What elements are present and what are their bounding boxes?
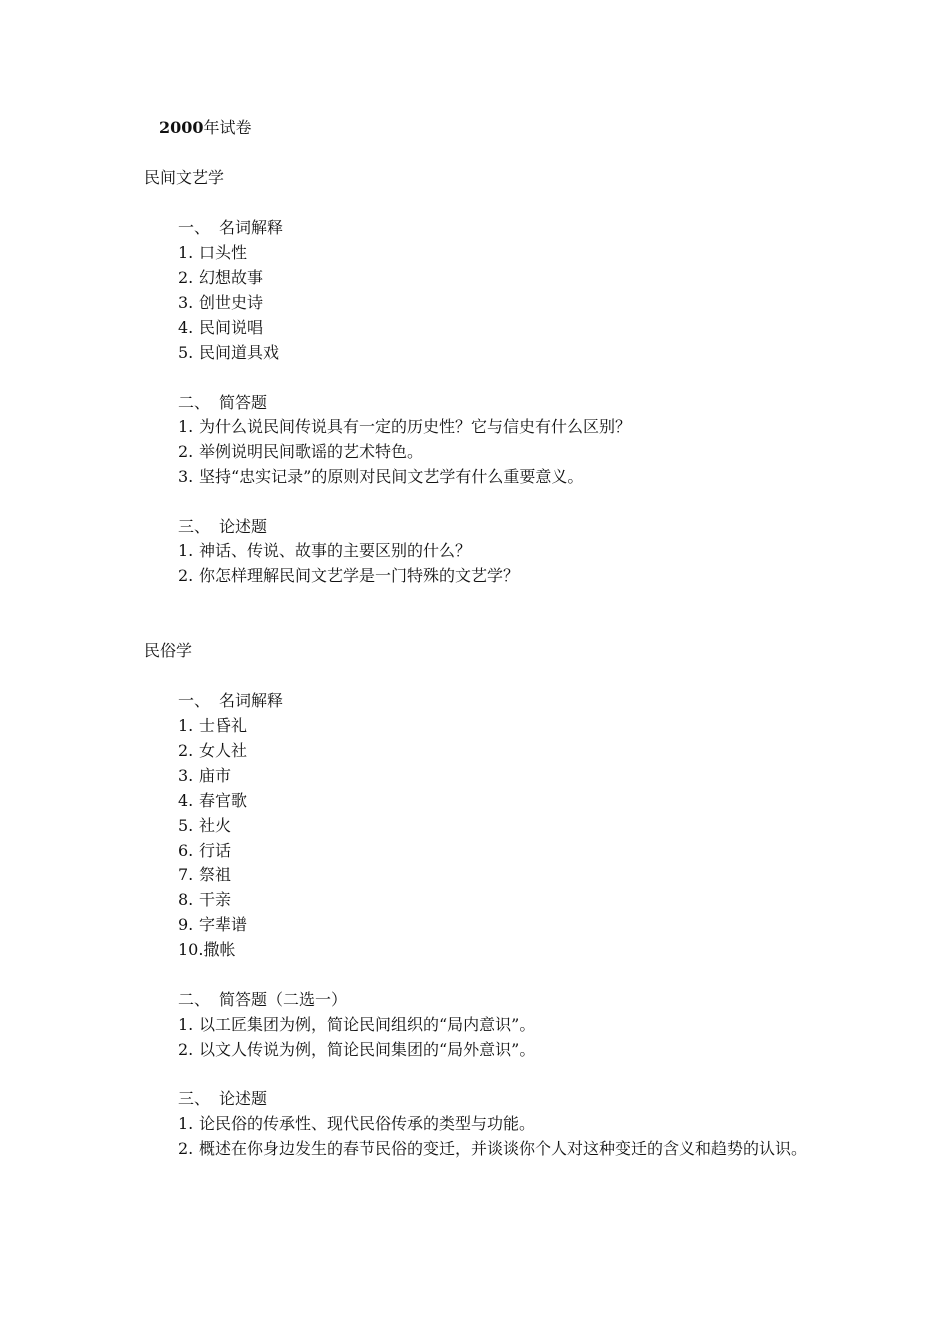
list-item: [178, 741, 247, 761]
section-number: 一、: [178, 218, 211, 237]
section-title: 论述题: [219, 1089, 268, 1108]
item-number: 4.: [178, 318, 194, 337]
item-number: 8.: [178, 890, 194, 909]
item-text: 为什么说民间传说具有一定的历史性？它与信史有什么区别？: [199, 417, 632, 436]
section-number: 三、: [178, 517, 211, 536]
list-item: [178, 841, 231, 861]
section-number: 二、: [178, 393, 211, 412]
item-text: 神话、传说、故事的主要区别的什么？: [199, 541, 472, 560]
list-item: [178, 268, 263, 288]
list-item: [178, 293, 263, 313]
list-item: [178, 791, 247, 811]
list-item: [178, 915, 247, 935]
item-text: 论民俗的传承性、现代民俗传承的类型与功能。: [199, 1114, 536, 1133]
item-text: 祭祖: [199, 865, 232, 884]
list-item: [178, 442, 423, 462]
section-title: 简答题: [219, 393, 268, 412]
exam-title-suffix: 年试卷: [203, 118, 252, 137]
item-text: 创世史诗: [199, 293, 264, 312]
item-number: 6.: [178, 841, 194, 860]
list-item: [178, 541, 471, 561]
list-item: [178, 890, 231, 910]
item-text: 女人社: [199, 741, 248, 760]
item-text: 行话: [199, 841, 232, 860]
item-text: 幻想故事: [199, 268, 264, 287]
list-item: [178, 816, 231, 836]
item-text: 民间说唱: [199, 318, 264, 337]
item-text: 撒帐: [203, 940, 236, 959]
item-number: 2.: [178, 268, 194, 287]
item-number: 10.: [178, 940, 204, 959]
list-item: [178, 318, 263, 338]
section-title: 论述题: [219, 517, 268, 536]
item-number: 9.: [178, 915, 194, 934]
subject-heading-folklore: 民俗学: [144, 641, 193, 660]
list-item: [178, 343, 279, 363]
item-number: 1.: [178, 541, 194, 560]
list-item: [178, 417, 631, 437]
list-item: [178, 940, 235, 960]
item-text: 口头性: [199, 243, 248, 262]
item-text: 庙市: [199, 766, 232, 785]
item-number: 2.: [178, 1040, 194, 1059]
section-heading: [178, 990, 347, 1010]
list-item: [178, 766, 231, 786]
item-number: 3.: [178, 766, 194, 785]
item-text: 干亲: [199, 890, 232, 909]
item-number: 1.: [178, 716, 194, 735]
item-text: 民间道具戏: [199, 343, 280, 362]
item-number: 2.: [178, 741, 194, 760]
section-heading: [178, 517, 267, 537]
list-item: [178, 1114, 535, 1134]
subject-heading-folk-literature: 民间文艺学: [144, 168, 225, 187]
item-text: 举例说明民间歌谣的艺术特色。: [199, 442, 424, 461]
item-number: 3.: [178, 467, 194, 486]
section-number: 三、: [178, 1089, 211, 1108]
section-title: 简答题（二选一）: [219, 990, 348, 1009]
item-text: 以工匠集团为例，简论民间组织的“局内意识”。: [199, 1015, 536, 1034]
section-title: 名词解释: [219, 691, 284, 710]
item-number: 5.: [178, 816, 194, 835]
item-text: 春官歌: [199, 791, 248, 810]
list-item: [178, 1015, 535, 1035]
item-number: 2.: [178, 566, 194, 585]
item-number: 7.: [178, 865, 194, 884]
item-number: 1.: [178, 243, 194, 262]
item-number: 3.: [178, 293, 194, 312]
section-heading: [178, 393, 267, 413]
list-item: [178, 467, 583, 487]
item-number: 2.: [178, 1139, 194, 1158]
item-text: 坚持“忠实记录”的原则对民间文艺学有什么重要意义。: [199, 467, 584, 486]
item-text: 社火: [199, 816, 232, 835]
item-number: 4.: [178, 791, 194, 810]
list-item: [178, 566, 519, 586]
section-number: 一、: [178, 691, 211, 710]
exam-year: 2000: [159, 118, 204, 137]
list-item: [178, 243, 247, 263]
section-number: 二、: [178, 990, 211, 1009]
item-text: 字辈谱: [199, 915, 248, 934]
section-title: 名词解释: [219, 218, 284, 237]
item-number: 5.: [178, 343, 194, 362]
item-text: 以文人传说为例，简论民间集团的“局外意识”。: [199, 1040, 536, 1059]
item-text: 士昏礼: [199, 716, 248, 735]
list-item: [178, 1040, 535, 1060]
list-item: [144, 1137, 824, 1161]
item-text: 你怎样理解民间文艺学是一门特殊的文艺学？: [199, 566, 520, 585]
item-number: 1.: [178, 417, 194, 436]
list-item: [178, 716, 247, 736]
list-item: [178, 865, 231, 885]
section-heading: [178, 1089, 267, 1109]
item-number: 1.: [178, 1015, 194, 1034]
section-heading: [178, 691, 283, 711]
item-text: 概述在你身边发生的春节民俗的变迁，并谈谈你个人对这种变迁的含义和趋势的认识。: [199, 1139, 808, 1158]
exam-title: [159, 118, 252, 138]
item-number: 2.: [178, 442, 194, 461]
section-heading: [178, 218, 283, 238]
item-number: 1.: [178, 1114, 194, 1133]
